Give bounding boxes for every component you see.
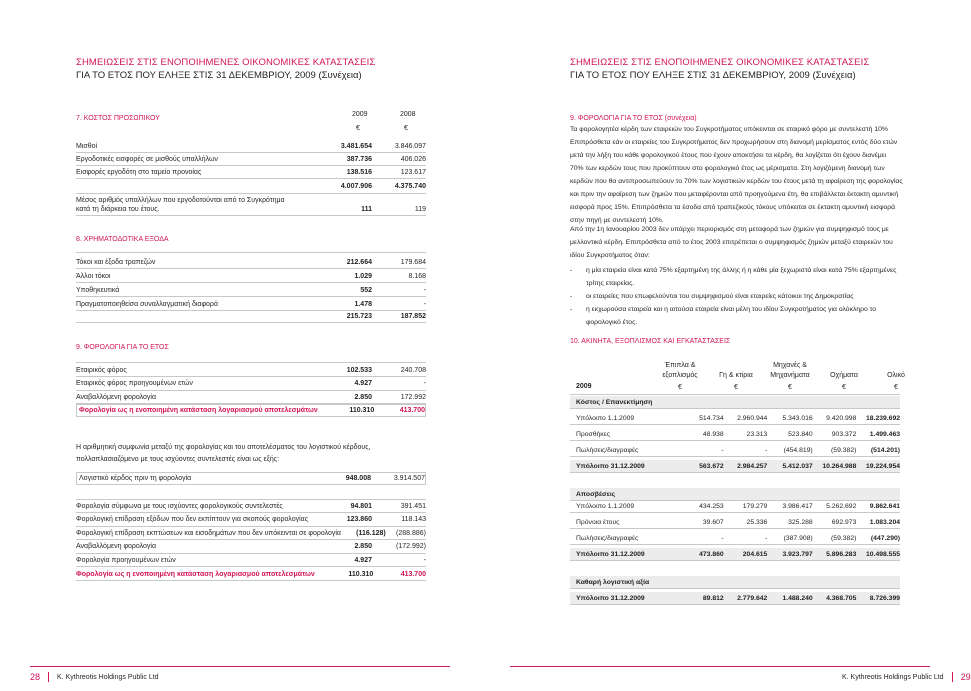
note8-value-2009: 1.029: [354, 272, 372, 280]
note10-dep-value: (59.382): [831, 534, 857, 542]
note9cont-title: 9. ΦΟΡΟΛΟΓΙΑ ΓΙΑ ΤΟ ΕΤΟΣ (συνέχεια): [570, 115, 697, 122]
note10-dep-value: 3.986.417: [782, 502, 813, 510]
note10-cost-value: 514.734: [699, 414, 724, 422]
right-footer-company: K. Kythreotis Holdings Public Ltd: [842, 673, 944, 681]
page-header-title: ΣΗΜΕΙΩΣΕΙΣ ΣΤΙΣ ΕΝΟΠΟΙΗΜΕΝΕΣ ΟΙΚΟΝΟΜΙΚΕΣ ΚΑΤΑΣΤΑΣΕΙΣ: [76, 57, 376, 68]
right-page-header-title: ΣΗΜΕΙΩΣΕΙΣ ΣΤΙΣ ΕΝΟΠΟΙΗΜΕΝΕΣ ΟΙΚΟΝΟΜΙΚΕΣ ΚΑΤΑΣΤΑΣΕΙΣ: [570, 57, 870, 68]
note9-label: Εταιρικός φόρος προηγουμένων ετών: [76, 380, 193, 387]
note9-recon-row: [76, 527, 426, 540]
note9-value-2009: 2.850: [354, 393, 372, 401]
note8-total-row: [76, 310, 426, 323]
note9-profit-2009: 948.008: [345, 475, 371, 482]
note10-cost-value: -: [721, 446, 724, 454]
note10-dep-label: Πρόνοια έτους: [576, 518, 620, 526]
bullet-text: φορολογικό έτος.: [586, 319, 638, 326]
note10-nbv-value: 8.726.399: [869, 594, 901, 602]
note10-cost-value: 563.672: [699, 462, 724, 470]
note9-total-row: [76, 404, 426, 417]
note9-recon-value-2009: (116.128): [356, 529, 386, 537]
note10-dep-label: Πωλήσεις/διαγραφές: [576, 534, 639, 542]
note10-col-currency: €: [842, 384, 846, 391]
bullet-text: οι εταιρείες που επωφελούνται του συμψηφισμού είναι εταιρείες κάτοικοι της Δημοκρατίας: [586, 293, 854, 300]
note7-total-underline: [76, 193, 426, 194]
note9cont-para1-line: κερδών που θα αντιπροσωπεύουν το 70% των λογιστικών κερδών του έτους μετά τη αφαίρεση της φορολογίας: [570, 178, 903, 185]
note7-total-row: [76, 180, 426, 193]
note10-dep-value: 434.253: [699, 502, 724, 510]
note7-currency-1: €: [356, 125, 360, 132]
note7-label: Εισφορές εργοδότη στο ταμείο προνοίας: [76, 168, 202, 176]
note7-value-2009: 387.736: [346, 155, 372, 163]
note9cont-para1-line: Τα φορολογητέα κέρδη των εταιρειών του Συγκροτήματος υπόκεινται σε εταιρικό φόρο με συντελεστή 10%: [570, 126, 888, 133]
note10-cost-value: 1.499.463: [869, 430, 901, 438]
note10-nbv-row: [570, 592, 900, 605]
note8-row: [76, 256, 426, 269]
page-header-subtitle: ΓΙΑ ΤΟ ΕΤΟΣ ΠΟΥ ΕΛΗΞΕ ΣΤΙΣ 31 ΔΕΚΕΜΒΡΙΟΥ, 2009 (Συνέχεια): [76, 70, 362, 81]
note7-value-2008: 3.846.097: [394, 142, 426, 150]
note8-label: Άλλοι τόκοι: [76, 272, 111, 280]
note9-recon-text-1: Η αριθμητική συμφωνία μεταξύ της φορολογίας και του αποτελέσματος του λογιστικού κέρδους,: [76, 444, 371, 451]
note10-cost-label: Υπόλοιπο 1.1.2009: [576, 414, 635, 422]
note9-recon-label: Φορολογική επίδραση εξόδων που δεν εκπίπτουν για σκοπούς φορολογίας: [76, 516, 309, 523]
note10-cost-row: [570, 428, 900, 441]
note9-recon-value-2008: (172.992): [396, 543, 426, 550]
note9-title: 9. ΦΟΡΟΛΟΓΙΑ ΓΙΑ ΤΟ ΕΤΟΣ: [76, 344, 169, 351]
note10-cost-value: 18.239.692: [866, 414, 901, 422]
note7-currency-2: €: [404, 125, 408, 132]
note9-total-2009: 110.310: [349, 407, 375, 414]
left-footer-divider: [48, 672, 49, 682]
note10-cost-value: 10.264.988: [822, 462, 857, 470]
note10-dep-value: 10.498.555: [866, 550, 901, 558]
note10-dep-value: 179.279: [742, 502, 768, 510]
note9-recon-value-2009: 94.801: [350, 502, 372, 510]
note8-top-line: [76, 252, 426, 253]
right-page-header-subtitle: ΓΙΑ ΤΟ ΕΤΟΣ ΠΟΥ ΕΛΗΞΕ ΣΤΙΣ 31 ΔΕΚΕΜΒΡΙΟΥ, 2009 (Συνέχεια): [570, 70, 856, 81]
note9cont-para2-line: Από την 1η Ιανουαρίου 2003 δεν υπάρχει περιορισμός στη μεταφορά των ζημιών για συμψηφισμό τους με: [570, 226, 889, 233]
note10-dep-value: 692.973: [831, 518, 857, 526]
note10-dep-value: 1.083.204: [869, 518, 901, 526]
note10-dep-value: 5.896.283: [826, 550, 857, 558]
note9-recon-label: Φορολογική επίδραση εκπτώσεων και εισοδημάτων που δεν υπόκεινται σε φορολογία: [76, 529, 341, 537]
note10-nbv-label: Υπόλοιπο 31.12.2009: [576, 594, 645, 602]
note9-profit-2008: 3.914.507: [393, 475, 425, 482]
note10-nbv-value: 1.488.240: [782, 594, 813, 602]
note10-cost-value: 48.938: [702, 430, 724, 438]
left-footer-rule: [30, 666, 450, 667]
note8-value-2009: 212.664: [346, 258, 372, 266]
note9cont-para1-line: μετά την λήξη του κάθε φορολογικού έτους που έχουν αποκτήσει τα κέρδη, θα λογίζεται ότι έχουν διανέμει: [570, 152, 887, 159]
note7-col-2008: 2008: [400, 111, 416, 118]
note10-dep-value: 9.862.641: [869, 502, 901, 510]
note10-cost-value: 19.224.954: [866, 462, 901, 470]
note9-label: Εταιρικός φόρος: [76, 366, 127, 374]
note9-recon-value-2009: 123.860: [346, 516, 372, 523]
note8-total-2009: 215.723: [346, 312, 372, 320]
note7-employees-row: [76, 203, 426, 216]
note10-year: 2009: [576, 383, 592, 390]
note9-recon-row: [76, 500, 426, 513]
note10-col-header-l1: Έπιπλα &: [664, 362, 696, 369]
note9-value-2009: 102.533: [346, 366, 372, 374]
note9cont-para2-line: μελλοντικά κέρδη. Επιπρόσθετα από το έτος 2003 επιτρέπεται ο συμψηφισμός ζημιών μεταξύ εταιρειών του: [570, 239, 893, 246]
note10-cost-header: [570, 396, 900, 409]
note9-row: [76, 364, 426, 377]
bullet-text: η εκχωρούσα εταιρεία και η αιτούσα εταιρεία είναι μέλη του ιδίου Συγκροτήματος για ολόκληρο το: [586, 306, 877, 313]
note7-row: [76, 153, 426, 166]
note9-top-line: [76, 362, 426, 363]
note8-title: 8. ΧΡΗΜΑΤΟΔΟΤΙΚΑ ΕΞΟΔΑ: [76, 236, 169, 243]
note9-total-label: Φορολογία ως η ενοποιημένη κατάσταση λογαριασμού αποτελεσμάτων: [79, 407, 318, 414]
note10-nbv-header: [570, 576, 900, 589]
note8-row: [76, 284, 426, 297]
note9cont-para1-line: εισφορά προς 15%. Επιπρόσθετα τα έσοδα από τραπεζικούς τόκους υπόκειται σε έκτακτη αμυντική εισφορά: [570, 204, 896, 211]
note8-total-2008: 187.852: [400, 312, 426, 320]
note7-value-2008: 406.026: [400, 155, 426, 163]
note9-recon-total-row: [76, 568, 426, 581]
note10-dep-label: Υπόλοιπο 1.1.2009: [576, 502, 635, 510]
note7-total-2008: 4.375.740: [394, 183, 426, 190]
note9-recon-label: Αναβαλλόμενη φορολογία: [76, 543, 157, 550]
note10-cost-row: [570, 444, 900, 457]
note10-col-currency: €: [788, 384, 792, 391]
note9-recon-total-2009: 110.310: [348, 570, 374, 578]
note7-employees-label-2: κατά τη διάρκεια του έτους.: [76, 205, 160, 213]
note8-value-2009: 552: [360, 286, 372, 294]
note9-label: Αναβαλλόμενη φορολογία: [76, 393, 157, 401]
note7-value-2008: 123.617: [400, 168, 426, 176]
note9cont-para1-line: Επιπρόσθετα εάν οι εταιρείες του Συγκροτήματος δεν προχωρήσουν στη διανομή μερίσματος εντός δύο ετών: [570, 139, 898, 146]
note9-profit-row: [76, 472, 426, 485]
right-page-number: 29: [960, 672, 971, 682]
note8-label: Πραγματοποιηθείσα συναλλαγματική διαφορά: [76, 300, 218, 308]
note10-cost-value: 23.313: [746, 430, 768, 438]
note10-cost-value: 2.984.257: [737, 462, 768, 470]
note8-value-2008: 8.168: [408, 272, 426, 280]
note10-dep-row: [570, 516, 900, 529]
note9-value-2008: 240.708: [400, 366, 426, 374]
note10-title: 10. ΑΚΙΝΗΤΑ, ΕΞΟΠΛΙΣΜΟΣ ΚΑΙ ΕΓΚΑΤΑΣΤΑΣΕΙΣ: [570, 338, 731, 345]
right-page: [480, 0, 971, 691]
note10-nbv-value: 2.779.642: [737, 594, 768, 602]
note10-cost-row: [570, 412, 900, 425]
note10-nbv-value: 4.368.705: [826, 594, 857, 602]
note10-dep-value: 25.336: [746, 518, 768, 526]
bullet-text: τρίτης εταιρείας.: [586, 280, 635, 287]
note10-nbv-value: 89.812: [702, 594, 724, 602]
note9-recon-row: [76, 541, 426, 554]
right-footer-rule: [510, 666, 930, 667]
note9-recon-label: Φορολογία σύμφωνα με τους ισχύοντες φορολογικούς συντελεστές: [76, 502, 283, 510]
note10-dep-label: Υπόλοιπο 31.12.2009: [576, 550, 645, 558]
note9-value-2008: 172.992: [400, 393, 426, 401]
note10-dep-value: 3.923.797: [782, 550, 813, 558]
note7-label: Εργοδοτικές εισφορές σε μισθούς υπαλλήλων: [76, 155, 218, 163]
note10-cost-value: (514.201): [870, 446, 901, 454]
note10-dep-header-label: Αποσβέσεις: [576, 490, 616, 498]
note10-dep-row: [570, 548, 900, 561]
note9-recon-value-2008: (288.886): [396, 529, 426, 537]
note9-recon-row: [76, 554, 426, 567]
note9-row: [76, 391, 426, 404]
note9cont-para2-line: ιδίου Συγκροτήματος όταν:: [570, 252, 650, 259]
note10-col-header-l2: Γη & κτίρια: [719, 372, 753, 379]
note9-recon-total-label: Φορολογία ως η ενοποιημένη κατάσταση λογαριασμού αποτελεσμάτων: [76, 570, 315, 578]
note9-recon-row: [76, 514, 426, 527]
bullet-text: η μία εταιρεία είναι κατά 75% εξαρτημένη της άλλης ή η κάθε μία ξεχωριστά είναι κατά 75% εξαρτημένες: [586, 267, 897, 274]
note8-label: Υποθηκευτικά: [76, 286, 120, 294]
note10-cost-label: Προσθήκες: [576, 430, 611, 438]
note7-value-2009: 3.481.654: [340, 142, 372, 150]
note10-dep-value: -: [765, 534, 768, 542]
note10-header-line: [570, 394, 900, 395]
note10-col-currency: €: [894, 384, 898, 391]
note10-col-header-l2: εξοπλισμός: [662, 372, 698, 379]
note9-recon-value-2009: 4.927: [354, 556, 372, 564]
note9-recon-value-2008: -: [423, 556, 426, 564]
note10-cost-value: 9.420.998: [826, 414, 857, 422]
left-footer-company: K. Kythreotis Holdings Public Ltd: [57, 673, 159, 681]
note8-value-2008: -: [423, 286, 426, 294]
note7-employees-2009: 111: [361, 205, 372, 213]
note10-dep-value: 473.860: [699, 550, 724, 558]
note9-recon-value-2009: 2.850: [354, 543, 372, 550]
note10-cost-row: [570, 460, 900, 473]
bullet-dash: -: [570, 293, 573, 300]
note10-dep-value: 39.607: [702, 518, 724, 526]
note7-employees-2008: 119: [414, 205, 426, 213]
note10-col-header-l2: Ολικό: [887, 372, 905, 379]
bullet-dash: -: [570, 267, 573, 274]
note10-dep-value: 325.288: [788, 518, 813, 526]
note10-col-currency: €: [678, 384, 682, 391]
note9-value-2008: -: [423, 380, 426, 387]
note10-cost-value: 523.840: [788, 430, 813, 438]
note7-total-2009: 4.007.906: [340, 183, 372, 190]
left-page-number: 28: [30, 672, 41, 682]
note8-value-2008: -: [423, 300, 426, 308]
note9-recon-text-2: πολλαπλασιαζόμενο με τους ισχύοντες συντελεστές είναι ως εξής:: [76, 456, 280, 463]
note10-cost-value: -: [765, 446, 768, 454]
note10-col-currency: €: [734, 384, 738, 391]
note10-cost-value: (59.382): [831, 446, 857, 454]
note10-nbv-header-label: Καθαρή λογιστική αξία: [576, 578, 650, 586]
note10-cost-value: 2.960.944: [737, 414, 768, 422]
note7-row: [76, 166, 426, 179]
note7-title: 7. ΚΟΣΤΟΣ ΠΡΟΣΩΠΙΚΟΥ: [76, 115, 160, 122]
note8-value-2008: 179.684: [400, 258, 426, 266]
note10-dep-row: [570, 532, 900, 545]
note9-row: [76, 378, 426, 391]
note7-row: [76, 140, 426, 153]
note10-dep-value: 204.615: [742, 550, 768, 558]
note9cont-para1-line: 70% των κερδών τους που προκύπτουν στο φορολογικό έτος ως μέρισματα. Στη λογιζόμενη διανομή των: [570, 165, 885, 172]
right-footer-divider: [952, 672, 953, 682]
note10-cost-label: Πωλήσεις/διαγραφές: [576, 446, 639, 454]
note10-dep-value: -: [721, 534, 724, 542]
right-footer: [842, 672, 971, 682]
note10-col-header-l1: Μηχανές &: [773, 362, 807, 369]
bullet-dash: -: [570, 306, 573, 313]
note8-row: [76, 270, 426, 283]
note10-cost-value: 5.343.016: [782, 414, 813, 422]
note10-cost-value: 903.372: [831, 430, 857, 438]
note10-dep-value: (447.290): [870, 534, 901, 542]
note7-employees-label-1: Μέσος αριθμός υπαλλήλων που εργοδοτούνται από το Συγκρότημα: [76, 197, 285, 204]
note9cont-para1-line: και πριν την αφαίρεση των ζημιών που μεταφέρονται από προηγούμενα έτη, θα επιβάλλεται έκτακτη αμυντική: [570, 191, 899, 198]
note10-col-header-l2: Μηχανήματα: [770, 372, 810, 379]
note9-recon-value-2008: 391.451: [400, 502, 426, 510]
note9-recon-total-2008: 413.700: [400, 570, 426, 578]
note7-col-2009: 2009: [352, 111, 368, 118]
note10-cost-header-label: Κόστος / Επανεκτίμηση: [576, 398, 653, 406]
note9-total-2008: 413.700: [399, 407, 425, 414]
note10-dep-value: (387.908): [783, 534, 813, 542]
note7-value-2009: 138.516: [346, 168, 372, 176]
note10-cost-value: (454.819): [783, 446, 813, 454]
note10-col-header-l2: Οχήματα: [830, 372, 858, 379]
note8-value-2009: 1.478: [354, 300, 372, 308]
note10-cost-label: Υπόλοιπο 31.12.2009: [576, 462, 645, 470]
note8-label: Τόκοι και έξοδα τραπεζών: [76, 258, 156, 266]
note10-dep-value: 5.262.692: [826, 502, 857, 510]
left-footer: [30, 672, 159, 682]
note10-cost-value: 5.412.037: [782, 462, 813, 470]
left-page: [0, 0, 480, 691]
note7-label: Μισθοί: [76, 142, 98, 150]
note9-profit-label: Λογιστικό κέρδος πριν τη φορολογία: [79, 475, 192, 482]
note10-dep-row: [570, 500, 900, 513]
note9-recon-value-2008: 118.143: [401, 516, 426, 523]
note9-value-2009: 4.927: [354, 380, 372, 387]
note9-recon-label: Φορολογία προηγουμένων ετών: [76, 556, 176, 564]
note9cont-para1-line: στην πηγή με συντελεστή 10%.: [570, 217, 664, 224]
